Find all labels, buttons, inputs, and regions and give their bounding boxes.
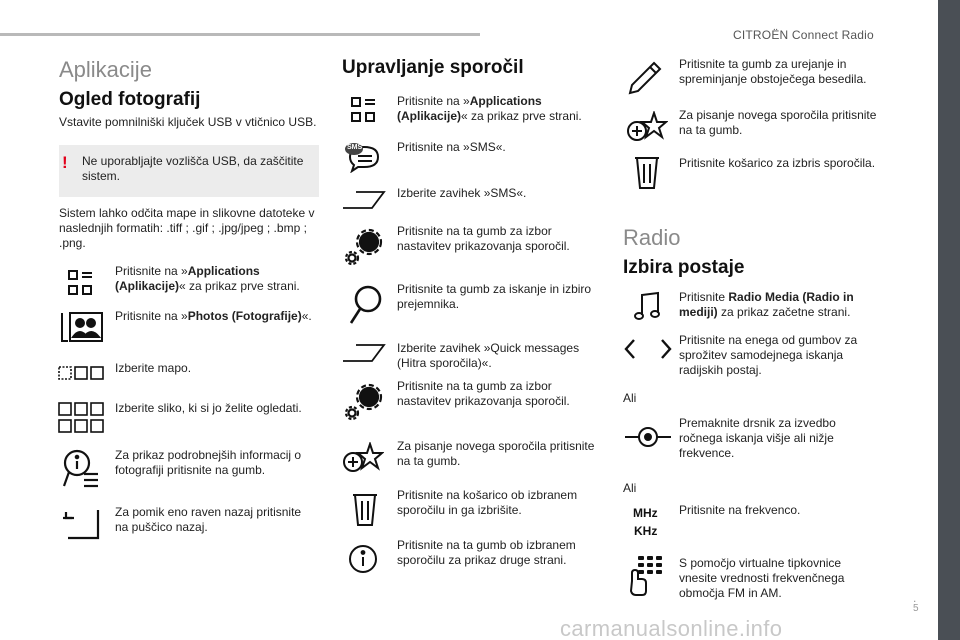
step-details: Za prikaz podrobnejših informacij o fotografiji pritisnite na gumb. (115, 448, 302, 477)
keypad-icon (628, 555, 666, 597)
heading-photos: Ogled fotografij (59, 89, 201, 110)
image-grid-icon (58, 402, 104, 434)
msg-step-applications: Pritisnite na »Applications (Aplikacije)« za prikaz prve strani. (397, 94, 582, 123)
slider-step: Premaknite drsnik za izvedbo ročnega iskanja višje ali nižje frekvence. (679, 416, 836, 460)
step-folder: Izberite mapo. (115, 361, 192, 375)
or-text-2: Ali (623, 481, 637, 495)
or-text-1: Ali (623, 391, 637, 405)
apps-grid-icon (351, 97, 377, 123)
radio-media-step: Pritisnite Radio Media (Radio in mediji) za prikaz začetne strani. (679, 290, 854, 319)
heading-station: Izbira postaje (623, 257, 745, 278)
msg-step-new: Za pisanje novega sporočila pritisnite na ta gumb. (397, 439, 595, 468)
page-dot: . (913, 591, 917, 605)
warning-icon: ! (62, 153, 68, 172)
settings-gear-icon (344, 383, 384, 421)
msg-step-tab-quick: Izberite zavihek »Quick messages (Hitra sporočila)«. (397, 341, 580, 370)
info-icon (348, 544, 378, 574)
keypad-step: S pomočjo virtualne tipkovnice vnesite vrednosti frekvenčnega območja FM in AM. (679, 556, 845, 600)
warning-text: Ne uporabljajte vozlišča USB, da zaščitite sistem. (82, 154, 304, 183)
apps-grid-icon (68, 270, 94, 296)
trash-icon (634, 156, 660, 190)
new-message-icon (626, 111, 668, 143)
msg-step-tab-sms: Izberite zavihek »SMS«. (397, 186, 527, 200)
back-arrow-icon (62, 508, 102, 542)
step-image: Izberite sliko, ki si jo želite ogledati. (115, 401, 302, 415)
sms-badge: SMS (347, 144, 363, 151)
header-rule (0, 33, 480, 36)
new-message-step: Za pisanje novega sporočila pritisnite na ta gumb. (679, 108, 877, 137)
slider-icon (625, 424, 671, 450)
edit-step: Pritisnite ta gumb za urejanje in spreminjanje obstoječega besedila. (679, 57, 867, 86)
seek-step: Pritisnite na enega od gumbov za sprožitev samodejnega iskanja radijskih postaj. (679, 333, 858, 377)
intro-text: Vstavite pomnilniški ključek USB v vtičnico USB. (59, 115, 317, 129)
running-title: CITROËN Connect Radio (733, 28, 874, 42)
msg-step-settings-1: Pritisnite na ta gumb za izbor nastavitev prikazovanja sporočil. (397, 224, 570, 253)
music-note-icon (634, 291, 660, 321)
step-applications: Pritisnite na »Applications (Aplikacije)« za prikaz prve strani. (115, 264, 300, 293)
search-icon (348, 285, 382, 325)
step-photos: Pritisnite na »Photos (Fotografije)«. (115, 309, 312, 323)
settings-gear-icon (344, 228, 384, 266)
pencil-icon (628, 61, 662, 95)
tab-icon (342, 190, 386, 210)
photos-icon (60, 311, 104, 343)
details-icon (62, 448, 100, 490)
folder-row-icon (58, 365, 104, 381)
side-tab-strip (938, 0, 960, 640)
chevrons-icon (624, 338, 672, 360)
section-title-radio: Radio (623, 225, 681, 250)
msg-step-search: Pritisnite ta gumb za iskanje in izbiro prejemnika. (397, 282, 592, 311)
tab-icon (342, 343, 386, 363)
heading-messages: Upravljanje sporočil (342, 57, 524, 78)
msg-step-sms: Pritisnite na »SMS«. (397, 140, 506, 154)
watermark: carmanualsonline.info (560, 616, 783, 640)
trash-icon (352, 493, 378, 527)
page-number: 5 (913, 603, 919, 614)
formats-text: Sistem lahko odčita mape in slikovne datoteke v naslednjih formatih: .tiff ; .gif ; .jpg/jpeg ; .bmp ; .png. (59, 206, 315, 250)
msg-step-settings-2: Pritisnite na ta gumb za izbor nastavitev prikazovanja sporočil. (397, 379, 570, 408)
delete-step: Pritisnite košarico za izbris sporočila. (679, 156, 876, 170)
khz-label: KHz (634, 524, 658, 538)
msg-step-info: Pritisnite na ta gumb ob izbranem sporočilu za prikaz druge strani. (397, 538, 576, 567)
section-title-apps: Aplikacije (59, 57, 152, 82)
frequency-step: Pritisnite na frekvenco. (679, 503, 801, 517)
step-back: Za pomik eno raven nazaj pritisnite na puščico nazaj. (115, 505, 302, 534)
mhz-label: MHz (633, 506, 658, 520)
msg-step-delete: Pritisnite na košarico ob izbranem sporočilu in ga izbrišite. (397, 488, 578, 517)
new-message-icon (342, 442, 384, 474)
